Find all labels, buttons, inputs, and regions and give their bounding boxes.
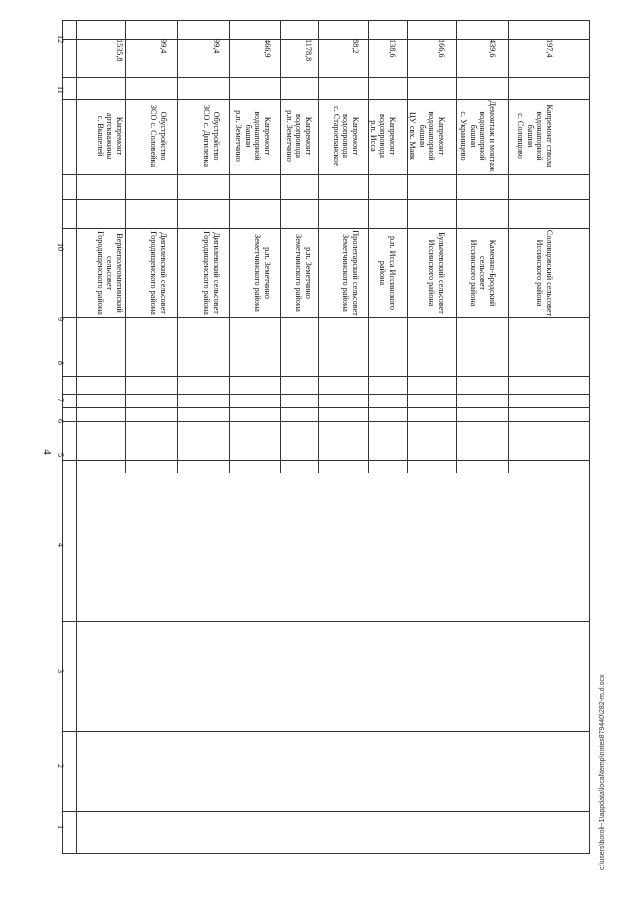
row-boundary xyxy=(456,21,457,473)
row-boundary xyxy=(407,21,408,473)
col-boundary xyxy=(63,77,589,78)
col-boundary xyxy=(63,731,589,732)
row-boundary xyxy=(125,21,126,473)
col-boundary xyxy=(63,421,589,422)
row-boundary xyxy=(280,21,281,473)
row-boundary xyxy=(368,21,369,473)
col-boundary xyxy=(63,460,589,461)
header-separator xyxy=(76,21,77,853)
col-boundary xyxy=(63,199,589,200)
col-boundary xyxy=(63,228,589,229)
col-boundary xyxy=(63,394,589,395)
col-boundary xyxy=(63,376,589,377)
col-boundary xyxy=(63,317,589,318)
col-boundary xyxy=(63,811,589,812)
row-boundary xyxy=(508,21,509,473)
col-boundary xyxy=(63,39,589,40)
col-boundary xyxy=(63,621,589,622)
page-number: 4 xyxy=(40,449,53,455)
col-boundary xyxy=(63,407,589,408)
document-page: 4 c:\users\boroli~1\appdata\local\temp\notes879440\282-m.d.ocx 12 11 10 9 8 7 6 5 4 3 2 1 1535,8 Капремонт артскважины с. Вышелей Вернеполеомитинский сельсовет Городищенского района 99,4 Обустройство ЗСО с. Соловейка Дигилевский сельсовет Городищенского района 99,4 Обустройство ЗСО с. Дигилевка Дигилевский сельсовет Городищенского района 466,9 Капремонт водонапорной башни р.п. Земетчино р.п. Земетчино Земетчинского района 1178,8 Капремонт водопровода р.п. Земетчино р.п. Земетчино Земетчинского района 88,2 Капремонт водопровода с. Староепанское Пролетарский сельсовет Земетчинского района 138,6 Капремонт водопровода р.п. Исса р.п. Исса Иссинского района 166,6 Капремонт водонапорной башни ЦУ свх. Маяк Булычевский сельсовет Иссинского района 439,6 Демонтаж и монтаж водонапорной башни с. Украинцево Каменно-Бродский сельсовет Иссинского района 197,4 Капремонт ствола водонапорной башни с. Соловцово Соловцовский сельсовет Иссинского района xyxy=(0,0,640,905)
footer-file-path-text: c:\users\boroli~1\appdata\local\temp\notes879440\282-m.d.ocx xyxy=(599,674,606,870)
col-boundary xyxy=(63,174,589,175)
data-table xyxy=(62,20,590,854)
col-boundary xyxy=(63,99,589,100)
row-boundary xyxy=(177,21,178,473)
row-boundary xyxy=(318,21,319,473)
row-boundary xyxy=(229,21,230,473)
